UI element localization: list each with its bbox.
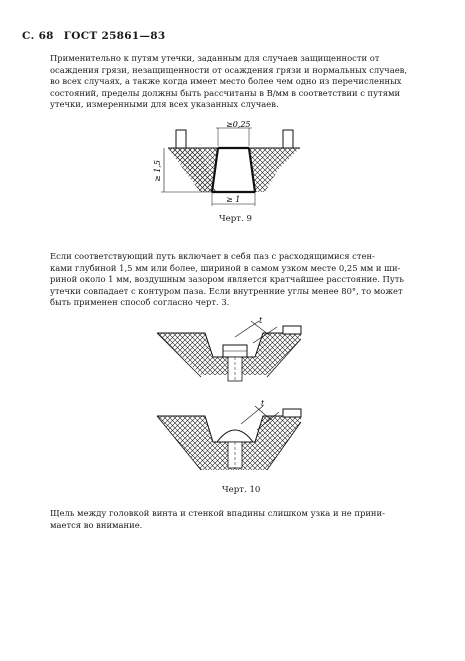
text-line: утечки, измеренными для всех указанных случаев. xyxy=(50,99,279,110)
dim-top: ≥0,25 xyxy=(226,120,251,129)
figure-10-caption: Черт. 10 xyxy=(222,485,261,495)
text-line: Щель между головкой винта и стенкой впадины слишком узка и не прини- xyxy=(50,508,385,518)
text-line: риной около 1 мм, воздушным зазором является кратчайшее расстояние. Путь xyxy=(50,274,404,285)
figure-9-caption: Черт. 9 xyxy=(219,214,252,224)
standard-number: ГОСТ 25861—83 xyxy=(63,30,166,42)
figure-10-top xyxy=(155,315,315,390)
text-line: мается во внимание. xyxy=(50,519,143,530)
text-line: осаждения грязи, незащищенности от осаждения грязи и нормальных случаев, xyxy=(50,64,408,75)
figure-10-bottom xyxy=(155,398,315,478)
text-line: Применительно к путям утечки, заданным для случаев защищенности от xyxy=(50,53,380,63)
dim-t-top: t xyxy=(259,316,263,325)
paragraph-groove xyxy=(50,251,422,309)
dim-bottom: ≥ 1 xyxy=(226,195,241,204)
page-header xyxy=(22,30,172,42)
paragraph-screw-gap xyxy=(50,508,422,531)
text-line: быть применен способ согласно черт. 3. xyxy=(50,297,230,308)
figure-9 xyxy=(153,120,310,210)
page-number: С. 68 xyxy=(22,30,54,42)
text-line: утечки совпадает с контуром паза. Если внутренние углы менее 80°, то может xyxy=(50,285,403,296)
text-line: во всех случаях, а также когда имеет место более чем одно из перечисленных xyxy=(50,76,402,87)
text-line: Если соответствующий путь включает в себя паз с расходящимися стен- xyxy=(50,251,375,261)
paragraph-leakage-paths xyxy=(50,53,422,111)
dim-left: ≥ 1,5 xyxy=(153,160,162,182)
dim-t-bottom: t xyxy=(261,399,265,408)
text-line: ками глубиной 1,5 мм или более, шириной в самом узком месте 0,25 мм и ши- xyxy=(50,262,401,273)
text-line: состояний, пределы должны быть рассчитаны в В/мм в соответствии с путями xyxy=(50,87,401,98)
